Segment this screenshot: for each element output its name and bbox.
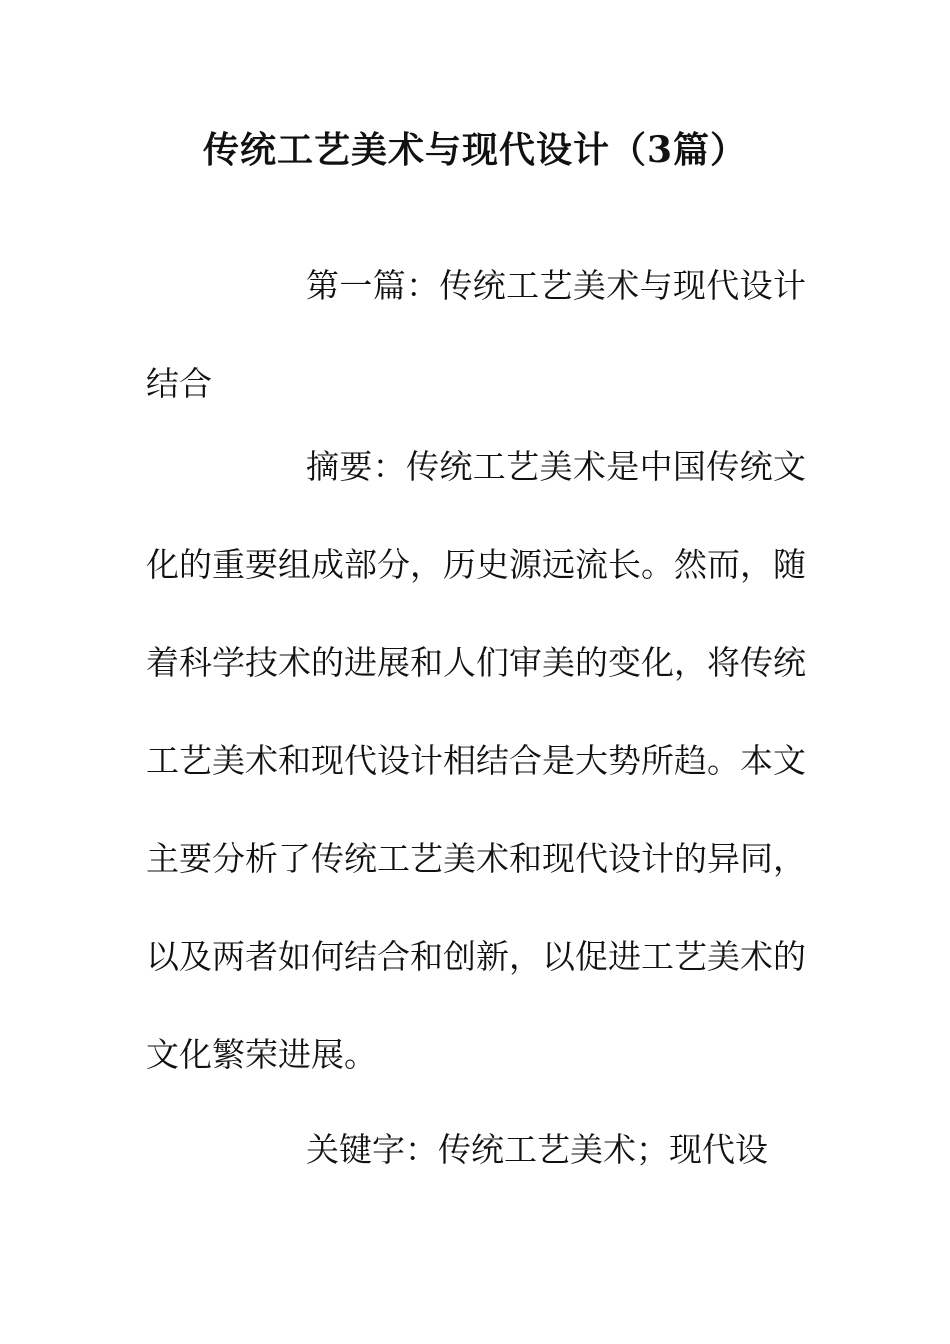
section-heading: 第一篇：传统工艺美术与现代设计结合	[146, 266, 806, 403]
abstract-paragraph: 摘要：传统工艺美术是中国传统文化的重要组成部分，历史源远流长。然而，随着科学技术的进展和人们审美的变化，将传统工艺美术和现代设计相结合是大势所趋。本文主要分析了传统工艺美术和现代设计的异同，以及两者如何结合和创新，以促进工艺美术的文化繁荣进展。	[146, 447, 806, 1074]
keywords-paragraph: 关键字：传统工艺美术；现代设	[306, 1130, 768, 1169]
document-title: 传统工艺美术与现代设计（3篇）	[202, 129, 748, 171]
